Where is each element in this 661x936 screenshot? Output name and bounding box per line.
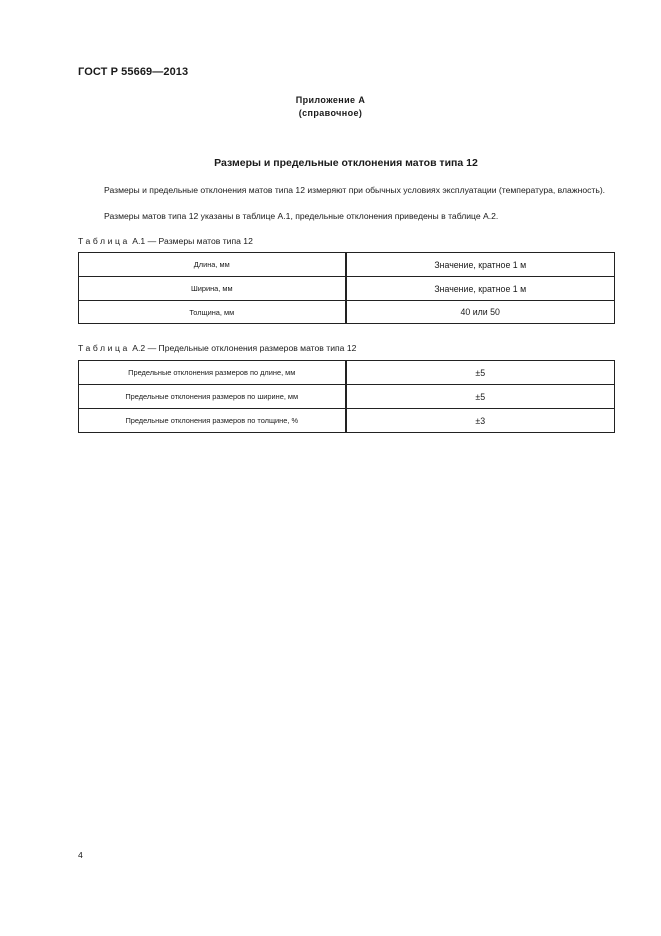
table-cell-param: Ширина, мм: [79, 277, 346, 301]
document-code: ГОСТ Р 55669—2013: [78, 66, 189, 78]
appendix-subtitle: (справочное): [298, 108, 363, 118]
table-cell-value: 40 или 50: [346, 301, 615, 324]
table-cell-value: ±3: [346, 409, 615, 433]
table-a2: [78, 360, 615, 433]
table-row: [79, 301, 615, 324]
table-cell-param: Предельные отклонения размеров по толщине, %: [79, 409, 346, 433]
paragraph-1: Размеры и предельные отклонения матов типа 12 измеряют при обычных условиях эксплуатации (температура, влажность).: [104, 185, 606, 195]
table-cell-param: Предельные отклонения размеров по длине, мм: [79, 361, 346, 385]
table-cell-param: Предельные отклонения размеров по ширине, мм: [79, 385, 346, 409]
table-cell-param: Длина, мм: [79, 253, 346, 277]
table-a2-caption-label: Таблица: [78, 343, 130, 353]
table-a1-caption-text: А.1 — Размеры матов типа 12: [129, 236, 253, 246]
table-a2-caption: [78, 343, 356, 353]
table-cell-value: Значение, кратное 1 м: [346, 253, 615, 277]
table-row: [79, 253, 615, 277]
table-cell-value: ±5: [346, 361, 615, 385]
table-a1: [78, 252, 615, 324]
table-row: [79, 409, 615, 433]
table-cell-param: Толщина, мм: [79, 301, 346, 324]
page-number: 4: [78, 850, 83, 860]
table-row: [79, 277, 615, 301]
table-row: [79, 385, 615, 409]
appendix-title: Приложение А: [295, 95, 366, 105]
table-a1-caption-label: Таблица: [78, 236, 130, 246]
table-cell-value: ±5: [346, 385, 615, 409]
paragraph-2: Размеры матов типа 12 указаны в таблице А.1, предельные отклонения приведены в таблице А.2.: [104, 211, 499, 221]
table-row: [79, 361, 615, 385]
table-a2-caption-text: А.2 — Предельные отклонения размеров матов типа 12: [129, 343, 357, 353]
table-a1-caption: [78, 236, 253, 246]
section-heading: Размеры и предельные отклонения матов типа 12: [214, 157, 478, 169]
table-cell-value: Значение, кратное 1 м: [346, 277, 615, 301]
